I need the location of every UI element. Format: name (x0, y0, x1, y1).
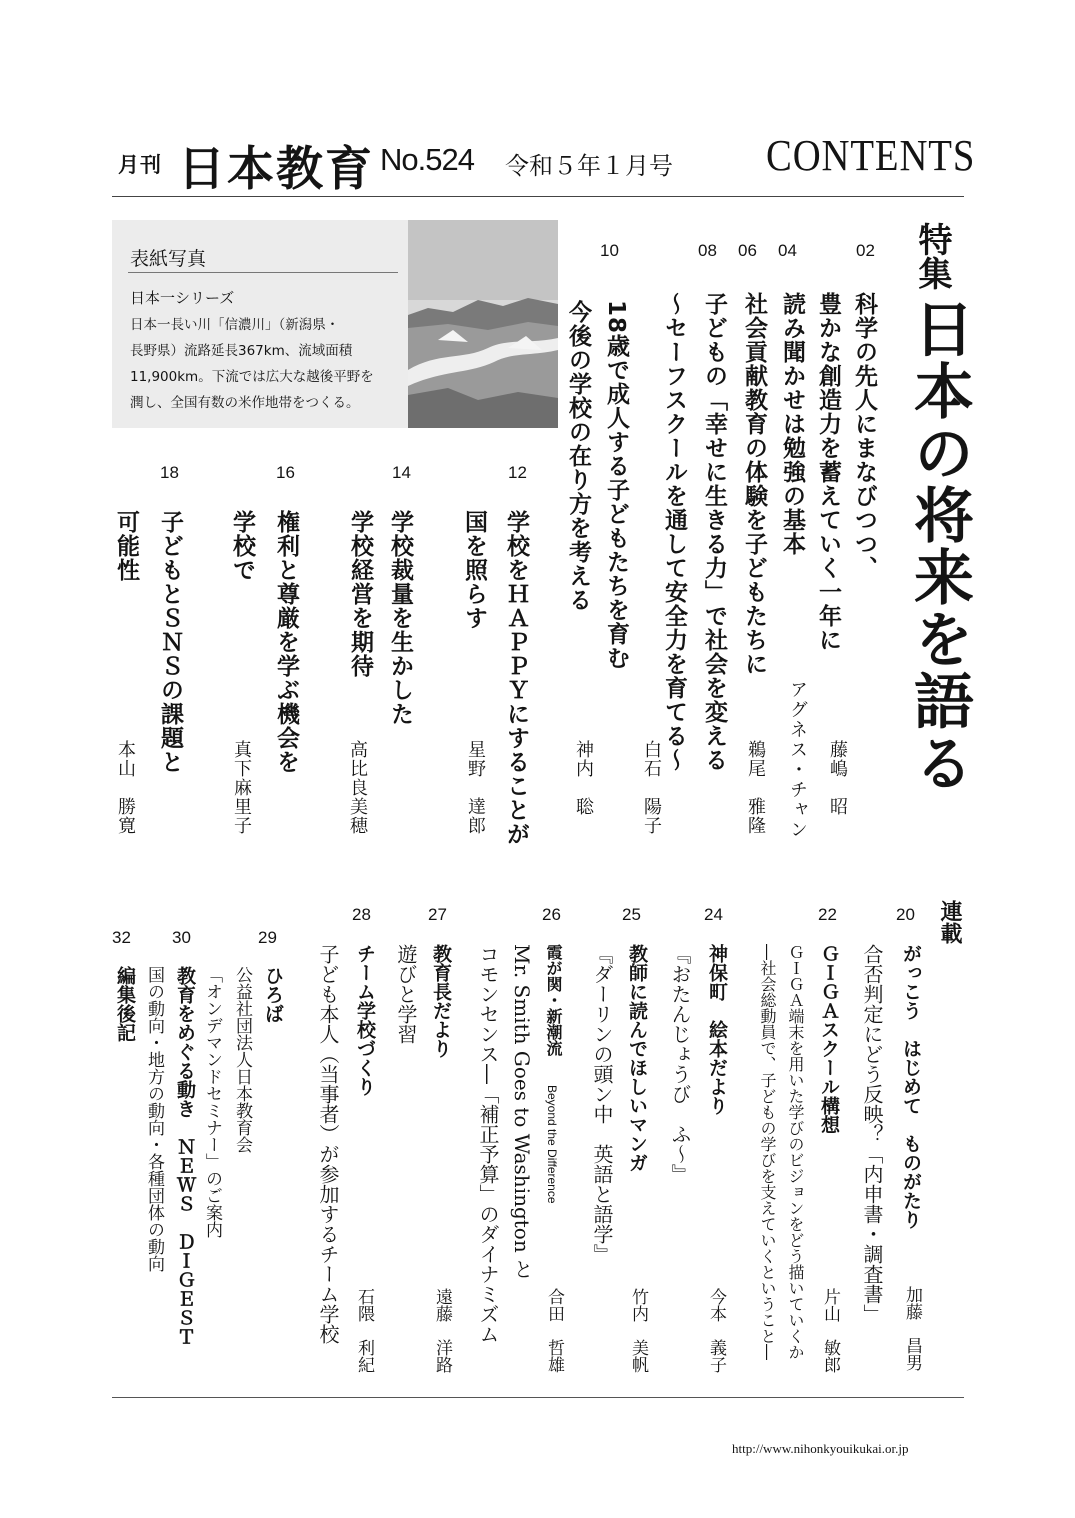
page-number: 10 (600, 241, 619, 260)
article-title[interactable]: 豊かな創造力を蓄えていく一年に (815, 292, 841, 652)
article-title[interactable]: 国を照らす (461, 510, 487, 630)
cover-caption-line: 潤し、全国有数の米作地帯をつくる。 (130, 395, 360, 411)
page-number: 14 (392, 463, 411, 482)
article-author: 真下麻里子 (231, 740, 252, 835)
cover-caption-line: 11,900km。下流では広大な越後平野を (130, 369, 374, 385)
page-number: 16 (276, 463, 295, 482)
magazine-title: 日本教育 (178, 142, 374, 197)
article-title[interactable]: 合否判定にどう反映？「内申書・調査書」 (860, 944, 884, 1324)
article-author: 石隈 利紀 (354, 1288, 374, 1373)
cover-photo (408, 220, 558, 428)
page-number: 26 (542, 905, 561, 924)
article-author: 藤嶋 昭 (827, 740, 848, 816)
article-title[interactable]: 学校で (229, 510, 255, 582)
article-author: 本山 勝寛 (115, 740, 136, 835)
contents-heading: CONTENTS (766, 131, 976, 180)
article-title[interactable]: 今後の学校の在り方を考える (565, 300, 591, 612)
article-author: 今本 義子 (706, 1288, 726, 1373)
series-name[interactable]: チーム学校づくり (354, 944, 376, 1096)
cover-caption-line: 日本一長い川「信濃川」（新潟県・ (130, 317, 340, 333)
article-title[interactable]: コモンセンス―「補正予算」のダイナミズム (476, 944, 500, 1344)
series-name[interactable]: 教育をめぐる動き ＮＥＷＳ ＤＩＧＥＳＴ (174, 966, 196, 1346)
page-number: 04 (778, 241, 797, 260)
article-title[interactable]: 学校経営を期待 (347, 510, 373, 678)
series-name[interactable]: 教育長だより (430, 944, 452, 1058)
issue-date: 令和５年１月号 (505, 152, 673, 180)
article-title[interactable]: 学校をＨＡＰＰＹにすることが (503, 510, 529, 846)
series-name[interactable]: ＧＩＧＡスクール構想 (818, 944, 840, 1134)
article-title[interactable]: 社会貢献教育の体験を子どもたちに (741, 292, 767, 676)
page-number: 25 (622, 905, 641, 924)
series-name[interactable]: 神保町 絵本だより (706, 944, 728, 1115)
article-title[interactable]: 子どもの「幸せに生きる力」で社会を変える (701, 292, 727, 772)
page-number: 27 (428, 905, 447, 924)
header-rule (112, 196, 964, 197)
article-title[interactable]: 科学の先人にまなびつつ、 (851, 292, 877, 580)
series-name-en: Beyond the Difference (545, 1085, 559, 1204)
feature-label: 特集 (912, 222, 952, 290)
cover-heading: 表紙写真 (130, 248, 207, 270)
article-author: 星野 達郎 (465, 740, 486, 835)
article-title[interactable]: 18歳で成人する子どもたちを育む (603, 300, 629, 671)
cover-series-title: 日本一シリーズ (130, 289, 235, 307)
page-number: 08 (698, 241, 717, 260)
article-author: 竹内 美帆 (628, 1288, 648, 1373)
article-title[interactable]: 学校裁量を生かした (387, 510, 413, 726)
page-number: 28 (352, 905, 371, 924)
website-link[interactable]: http://www.nihonkyouikukai.or.jp (732, 1441, 909, 1456)
series-name[interactable]: 霞が関・新潮流 (544, 944, 563, 1056)
page-number: 29 (258, 928, 277, 947)
article-author: 加藤 昌男 (902, 1286, 922, 1371)
page-number: 18 (160, 463, 179, 482)
page-number: 06 (738, 241, 757, 260)
page-number: 32 (112, 928, 131, 947)
page-number: 12 (508, 463, 527, 482)
article-title[interactable]: 「オンデマンドセミナー」のご案内 (202, 966, 222, 1238)
feature-theme: 日本の将来を語る (904, 298, 974, 794)
series-name[interactable]: 編集後記 (114, 966, 136, 1042)
article-author: 神内 聡 (573, 740, 594, 816)
cover-caption-line: 長野県）流路延長367km、流域面積 (130, 343, 353, 359)
article-title[interactable]: 公益社団法人日本教育会 (232, 966, 252, 1153)
page-number: 24 (704, 905, 723, 924)
article-title[interactable]: ＧＩＧＡ端末を用いた学びのビジョンをどう描いていくか (786, 944, 805, 1360)
series-name[interactable]: ひろば (262, 966, 284, 1023)
series-name[interactable]: がっこう はじめて ものがたり (900, 944, 922, 1229)
article-author: 白石 陽子 (641, 740, 662, 835)
article-author: アグネス・チャン (787, 680, 808, 840)
article-title[interactable]: 『ダーリンの頭ン中 英語と語学』 (590, 944, 614, 1264)
article-title[interactable]: 国の動向・地方の動向・各種団体の動向 (144, 966, 164, 1272)
article-title[interactable]: 子どもとＳＮＳの課題と (157, 510, 183, 774)
article-title[interactable]: 権利と尊厳を学ぶ機会を (273, 510, 299, 774)
article-subtitle[interactable]: ―社会総動員で、子どもの学びを支えていくということ― (758, 944, 777, 1360)
cover-rule (128, 272, 398, 273)
serial-label: 連載 (937, 900, 962, 944)
article-title[interactable]: 読み聞かせは勉強の基本 (779, 292, 805, 556)
page-number: 30 (172, 928, 191, 947)
series-name[interactable]: 教師に読んでほしいマンガ (626, 944, 648, 1172)
article-author: 片山 敏郎 (820, 1288, 840, 1373)
article-author: 鵜尾 雅隆 (745, 740, 766, 835)
article-author: 遠藤 洋路 (432, 1288, 452, 1373)
footer-rule (112, 1397, 964, 1398)
issue-number: No.524 (380, 142, 474, 177)
article-author: 合田 哲雄 (544, 1288, 564, 1373)
article-title[interactable]: 可能性 (113, 510, 139, 582)
article-author: 高比良美穂 (347, 740, 368, 835)
article-title[interactable]: Mr. Smith Goes to Washington と (510, 944, 534, 1280)
article-title[interactable]: 遊びと学習 (394, 944, 418, 1044)
article-title[interactable]: 子ども本人（当事者）が参加するチーム学校 (316, 944, 340, 1344)
page-number: 22 (818, 905, 837, 924)
article-subtitle[interactable]: ～セーフスクールを通して安全力を育てる～ (661, 292, 687, 772)
river-landscape-image (408, 220, 558, 428)
article-title[interactable]: 『おたんじょうび ふ～』 (668, 944, 692, 1184)
magazine-prefix: 月刊 (118, 153, 162, 177)
page-number: 20 (896, 905, 915, 924)
page-number: 02 (856, 241, 875, 260)
